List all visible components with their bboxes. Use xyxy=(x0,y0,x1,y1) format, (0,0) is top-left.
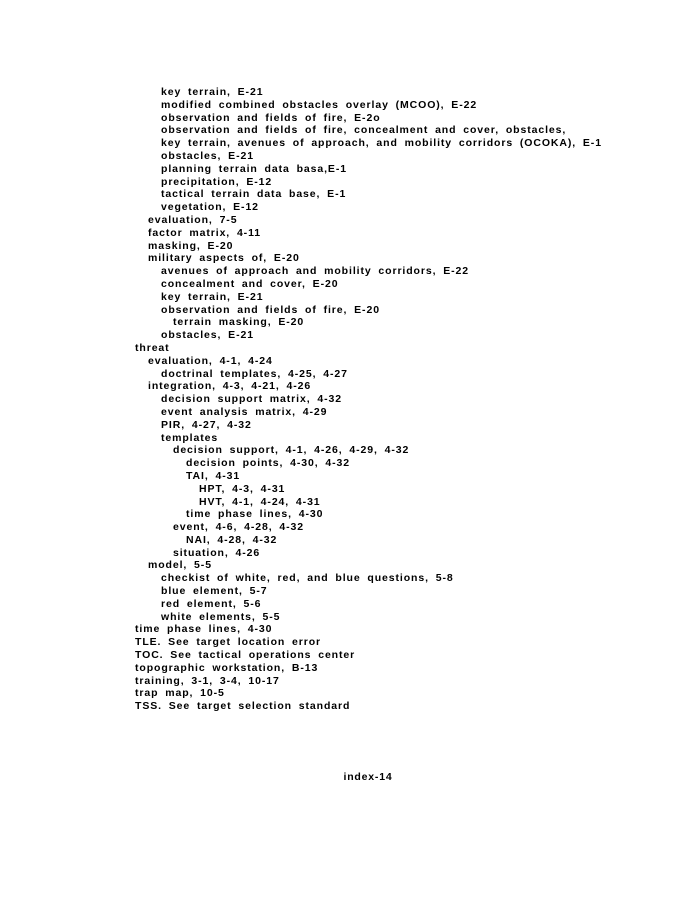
index-entry: training, 3-1, 3-4, 10-17 xyxy=(135,674,280,687)
index-entry: vegetation, E-12 xyxy=(161,201,259,214)
index-entry: key terrain, avenues of approach, and mobility corridors (OCOKA), E-1 xyxy=(161,137,602,150)
index-entry: TAI, 4-31 xyxy=(186,469,241,482)
index-entry: TLE. See target location error xyxy=(135,636,322,649)
index-entry: military aspects of, E-20 xyxy=(148,252,300,265)
index-entry: event analysis matrix, 4-29 xyxy=(161,405,328,418)
index-entry: evaluation, 4-1, 4-24 xyxy=(148,354,273,367)
index-entry: HVT, 4-1, 4-24, 4-31 xyxy=(199,495,321,508)
index-entry: templates xyxy=(161,431,219,444)
index-entry: obstacles, E-21 xyxy=(161,329,254,342)
index-entry: threat xyxy=(135,341,170,354)
index-entry: integration, 4-3, 4-21, 4-26 xyxy=(148,380,312,393)
index-entry: PIR, 4-27, 4-32 xyxy=(161,418,252,431)
index-entry: precipitation, E-12 xyxy=(161,175,273,188)
index-entry: key terrain, E-21 xyxy=(161,290,264,303)
index-entry: key terrain, E-21 xyxy=(161,86,264,98)
index-entry: checkist of white, red, and blue questions, 5-8 xyxy=(161,572,454,585)
index-entry: avenues of approach and mobility corridors, E-22 xyxy=(161,265,470,278)
index-entry: observation and fields of fire, E-2o xyxy=(161,111,381,124)
index-entry: concealment and cover, E-20 xyxy=(161,277,339,290)
index-entry: decision points, 4-30, 4-32 xyxy=(186,457,351,470)
index-entry: trap map, 10-5 xyxy=(135,687,225,700)
index-entry: event, 4-6, 4-28, 4-32 xyxy=(173,521,304,534)
index-entry: modified combined obstacles overlay (MCOO), E-22 xyxy=(161,98,478,111)
index-entry: decision support matrix, 4-32 xyxy=(161,393,342,406)
index-entry: observation and fields of fire, concealment and cover, obstacles, xyxy=(161,124,567,137)
index-entry: situation, 4-26 xyxy=(173,546,261,559)
index-entry: blue element, 5-7 xyxy=(161,585,268,598)
index-entry: planning terrain data basa,E-1 xyxy=(161,162,347,175)
index-entry: HPT, 4-3, 4-31 xyxy=(199,482,286,495)
index-entry: doctrinal templates, 4-25, 4-27 xyxy=(161,367,348,380)
index-entry: topographic workstation, B-13 xyxy=(135,661,319,674)
index-entry: terrain masking, E-20 xyxy=(173,316,305,329)
index-entry: observation and fields of fire, E-20 xyxy=(161,303,380,316)
index-entry: time phase lines, 4-30 xyxy=(186,508,324,521)
index-entry: factor matrix, 4-11 xyxy=(148,226,261,239)
index-entry: evaluation, 7-5 xyxy=(148,213,238,226)
index-entry: white elements, 5-5 xyxy=(161,610,281,623)
index-entry: NAI, 4-28, 4-32 xyxy=(186,533,278,546)
index-entry: masking, E-20 xyxy=(148,239,234,252)
index-list xyxy=(135,86,680,713)
index-entry: obstacles, E-21 xyxy=(161,149,254,162)
index-entry: decision support, 4-1, 4-26, 4-29, 4-32 xyxy=(173,444,410,457)
index-entry: model, 5-5 xyxy=(148,559,212,572)
index-entry: TSS. See target selection standard xyxy=(135,700,351,713)
index-entry: TOC. See tactical operations center xyxy=(135,649,356,662)
index-entry: red element, 5-6 xyxy=(161,597,262,610)
index-entry: tactical terrain data base, E-1 xyxy=(161,188,347,201)
page-number: index-14 xyxy=(343,771,393,783)
index-entry: time phase lines, 4-30 xyxy=(135,623,273,636)
